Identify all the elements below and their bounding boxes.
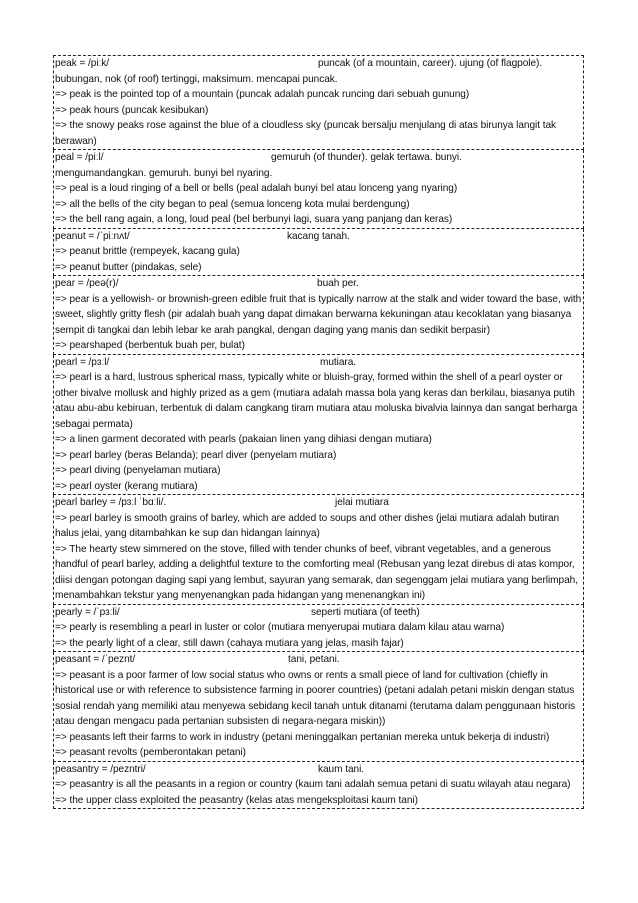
entry-translation: mutiara.: [320, 356, 357, 368]
entry-translation: buah per.: [317, 278, 359, 289]
entry-line: => the snowy peaks rose against the blue of a cloudless sky (puncak bersalju menjulang di atas birunya langit tak berawan): [55, 120, 557, 147]
entry-line: => all the bells of the city began to peal (semua lonceng kota mulai berdengung): [55, 198, 410, 210]
entry-header: [55, 276, 582, 292]
entry-line: mengumandangkan. gemuruh. bunyi bel nyaring.: [55, 167, 273, 179]
entry-body: [55, 292, 582, 354]
entry-line: => peanut butter (pindakas, sele): [55, 261, 202, 273]
entry-line: => peasants left their farms to work in industry (petani meninggalkan pertanian mereka untuk bekerja di industri): [55, 731, 550, 743]
dictionary-entry: [53, 605, 584, 653]
entry-body: [55, 166, 582, 228]
dictionary-entry: [53, 355, 584, 496]
entry-line: => the pearly light of a clear, still dawn (cahaya mutiara yang jelas, masih fajar): [55, 637, 404, 649]
entry-term: peasant = /ˈpeznt/: [55, 654, 136, 665]
dictionary-entry: [53, 150, 584, 229]
entry-body: [55, 370, 582, 494]
entry-line: => pearl barley (beras Belanda); pearl diver (penyelam mutiara): [55, 449, 337, 461]
entry-header: [55, 652, 582, 668]
dictionary-entry: [53, 652, 584, 762]
entry-line: => the upper class exploited the peasantry (kelas atas mengeksploitasi kaum tani): [55, 794, 418, 806]
entry-line: => pearshaped (berbentuk buah per, bulat): [55, 340, 245, 351]
entry-translation: tani, petani.: [288, 654, 340, 665]
entry-line: => pear is a yellowish- or brownish-green edible fruit that is typically narrow at the stalk and wider toward the base, with sweet, slightly gritty flesh (pir adalah buah yang dapat dimakan berwarna kekuningan atau kecoklatan yang biasanya sempit di tangkai dan lebih lebar ke arah pangkal, dengan daging yang manis dan sedikit berpasir): [55, 293, 582, 336]
entry-term: peak = /piːk/: [55, 58, 110, 69]
dictionary-entry: [53, 229, 584, 277]
entry-term: peasantry = /pezntri/: [55, 763, 146, 775]
entry-line: => The hearty stew simmered on the stove, filled with tender chunks of beef, vibrant vegetables, and a generous handful of pearl barley, adding a delightful texture to the comforting meal (Rebusan yang lezat direbus di atas kompor, diisi dengan potongan daging sapi yang lembut, sayuran yang semarak, dan segenggam jelai mutiara yang berlimpah, menambahkan tekstur yang menyenangkan pada hidangan yang menenangkan ini): [55, 543, 578, 601]
entry-header: [55, 150, 582, 166]
entry-line: => pearl barley is smooth grains of barley, which are added to soups and other dishes (jelai mutiara adalah butiran halus jelai, yang ditambahkan ke sup dan hidangan lainnya): [55, 512, 560, 539]
entry-body: [55, 244, 582, 275]
entry-line: => peasantry is all the peasants in a region or country (kaum tani adalah semua petani di suatu wilayah atau negara): [55, 779, 571, 790]
entry-line: => the bell rang again, a long, loud peal (bel berbunyi lagi, suara yang panjang dan keras): [55, 214, 453, 225]
entry-translation: seperti mutiara (of teeth): [311, 606, 420, 618]
entry-line: => pearly is resembling a pearl in luster or color (mutiara menyerupai mutiara dalam kilau atau warna): [55, 622, 505, 633]
entry-term: pear = /peə(r)/: [55, 278, 119, 289]
entry-translation: kacang tanah.: [287, 230, 350, 242]
entry-term: peanut = /ˈpiːnʌt/: [55, 230, 130, 242]
entry-body: [55, 511, 582, 604]
entry-line: => pearl oyster (kerang mutiara): [55, 480, 198, 492]
entry-line: => peak is the pointed top of a mountain (puncak adalah puncak runcing dari sebuah gunung): [55, 89, 470, 100]
entry-line: => peak hours (puncak kesibukan): [55, 104, 209, 116]
entry-header: [55, 56, 582, 72]
entry-header: [55, 605, 582, 621]
entry-translation: puncak (of a mountain, career). ujung (of flagpole).: [318, 58, 543, 69]
entry-term: pearl barley = /pɜːl ˈbɑːli/.: [55, 497, 167, 508]
entry-line: bubungan, nok (of roof) tertinggi, maksimum. mencapai puncak.: [55, 73, 338, 85]
entry-line: => peasant revolts (pemberontakan petani): [55, 747, 246, 758]
entry-line: => peanut brittle (rempeyek, kacang gula): [55, 246, 240, 257]
entry-header: [55, 355, 582, 371]
entry-line: => a linen garment decorated with pearls (pakaian linen yang dihiasi dengan mutiara): [55, 434, 432, 445]
entry-translation: kaum tani.: [318, 763, 365, 775]
entry-header: [55, 229, 582, 245]
dictionary-document: [53, 55, 584, 809]
dictionary-entry: [53, 55, 584, 150]
entry-body: [55, 620, 582, 651]
dictionary-entry: [53, 762, 584, 810]
entry-line: => peal is a loud ringing of a bell or bells (peal adalah bunyi bel atau lonceng yang nyaring): [55, 183, 458, 194]
entry-body: [55, 668, 582, 761]
entry-term: pearly = /ˈpɜːli/: [55, 606, 120, 618]
entry-translation: gemuruh (of thunder). gelak tertawa. bunyi.: [271, 152, 462, 163]
dictionary-entry: [53, 276, 584, 355]
entry-translation: jelai mutiara: [335, 497, 389, 508]
entry-line: => pearl is a hard, lustrous spherical mass, typically white or bluish-gray, formed within the shell of a pearl oyster or other bivalve mollusk and highly prized as a gem (mutiara adalah massa bola yang keras dan berkilau, biasanya putih atau abu-abu kebiruan, terbentuk di dalam cangkang tiram mutiara atau moluska bivalvia lainnya dan sangat berharga sebagai permata): [55, 372, 578, 430]
entry-term: pearl = /pɜːl/: [55, 356, 110, 368]
entry-term: peal = /piːl/: [55, 152, 104, 163]
entry-body: [55, 72, 582, 150]
entry-line: => peasant is a poor farmer of low social status who owns or rents a small piece of land for cultivation (chiefly in historical use or with reference to subsistence farming in poorer countries) (petani adalah petani miskin dengan status sosial rendah yang memiliki atau menyewa sebidang kecil tanah untuk ditanami (terutama dalam penggunaan historis atau dengan mengacu pada pertanian subsisten di negara-negara miskin)): [55, 669, 576, 727]
entry-list: [53, 55, 584, 809]
entry-body: [55, 777, 582, 808]
entry-header: [55, 495, 582, 511]
entry-header: [55, 762, 582, 778]
dictionary-entry: [53, 495, 584, 605]
entry-line: => pearl diving (penyelaman mutiara): [55, 465, 221, 476]
